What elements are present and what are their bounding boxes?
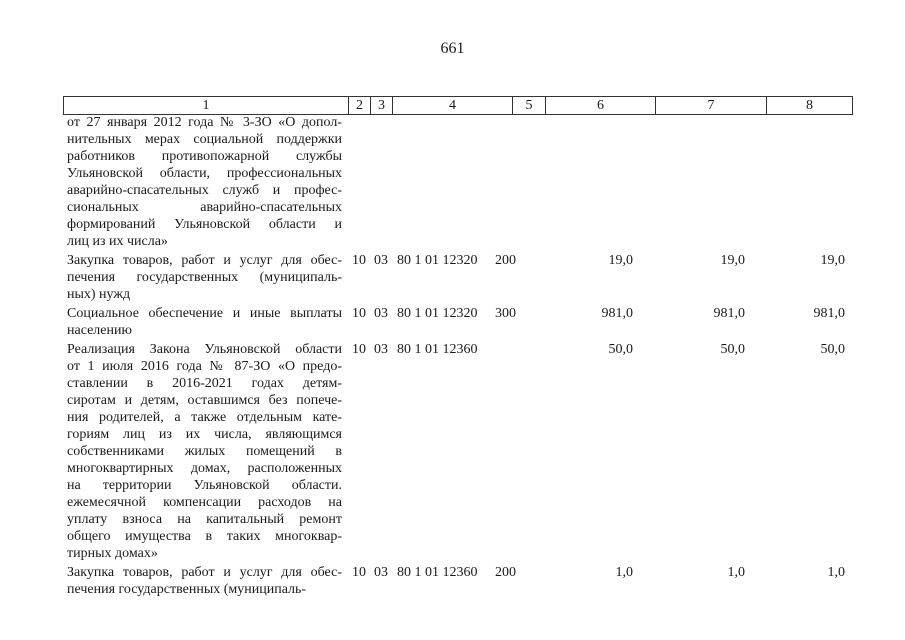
expense-type-code: 300	[495, 306, 516, 321]
description-line: аварийно-спасательных служб и профес-	[67, 183, 342, 198]
header-col-7: 7	[656, 97, 767, 114]
target-article-code: 80 1 01 12360	[397, 342, 478, 357]
description-line: формирований Ульяновской области и	[67, 217, 342, 232]
amount-col-8: 981,0	[813, 306, 845, 321]
row-description	[67, 341, 342, 562]
description-line: Ульяновской области, профессиональных	[67, 166, 342, 181]
section-code: 10	[352, 342, 366, 357]
target-article-code: 80 1 01 12320	[397, 306, 478, 321]
description-line: тирных домах»	[67, 546, 158, 561]
amount-col-7: 50,0	[720, 342, 745, 357]
description-line: печения государственных (муниципаль-	[67, 270, 342, 285]
header-col-1: 1	[64, 97, 349, 114]
description-line: Социальное обеспечение и иные выплаты	[67, 306, 342, 321]
description-line: сиональных аварийно-спасательных	[67, 200, 342, 215]
description-line: гориям лиц из их числа, являющимся	[67, 427, 342, 442]
description-line: ных) нужд	[67, 287, 131, 302]
amount-col-6: 19,0	[608, 253, 633, 268]
description-line: ставлении в 2016-2021 годах детям-	[67, 376, 342, 391]
row-description	[67, 252, 342, 303]
description-line: населению	[67, 323, 132, 338]
page-number: 661	[440, 40, 465, 57]
description-line: ния родителей, а также отдельным кате-	[67, 410, 342, 425]
section-code: 10	[352, 253, 366, 268]
description-line: работников противопожарной службы	[67, 149, 342, 164]
description-line: Закупка товаров, работ и услуг для обес-	[67, 565, 342, 580]
subsection-code: 03	[374, 565, 388, 580]
expense-type-code: 200	[495, 565, 516, 580]
amount-col-6: 50,0	[608, 342, 633, 357]
amount-col-8: 50,0	[820, 342, 845, 357]
description-line: многоквартирных домах, расположенных	[67, 461, 342, 476]
header-col-6: 6	[546, 97, 656, 114]
amount-col-6: 981,0	[601, 306, 633, 321]
row-description	[67, 114, 342, 250]
description-line: собственниками жилых помещений в	[67, 444, 342, 459]
header-col-5: 5	[513, 97, 546, 114]
description-line: от 1 июля 2016 года № 87-ЗО «О предо-	[67, 359, 342, 374]
header-col-8: 8	[806, 98, 813, 113]
section-code: 10	[352, 565, 366, 580]
amount-col-6: 1,0	[615, 565, 633, 580]
amount-col-8: 19,0	[820, 253, 845, 268]
description-line: лиц из их числа»	[67, 234, 168, 249]
table-row	[67, 114, 342, 250]
target-article-code: 80 1 01 12320	[397, 253, 478, 268]
table-row	[67, 305, 845, 339]
subsection-code: 03	[374, 253, 388, 268]
description-line: от 27 января 2012 года № 3-ЗО «О допол-	[67, 115, 342, 130]
amount-col-7: 1,0	[727, 565, 745, 580]
description-line: на территории Ульяновской области.	[67, 478, 342, 493]
amount-col-7: 19,0	[720, 253, 745, 268]
description-line: Закупка товаров, работ и услуг для обес-	[67, 253, 342, 268]
description-line: сиротам и детям, оставшимся без попече-	[67, 393, 342, 408]
row-description	[67, 305, 342, 339]
description-line: уплату взноса на капитальный ремонт	[67, 512, 342, 527]
header-col-2: 2	[349, 97, 371, 114]
table-row	[67, 341, 845, 562]
row-description	[67, 564, 342, 598]
section-code: 10	[352, 306, 366, 321]
amount-col-7: 981,0	[713, 306, 745, 321]
description-line: нительных мерах социальной поддержки	[67, 132, 342, 147]
subsection-code: 03	[374, 306, 388, 321]
subsection-code: 03	[374, 342, 388, 357]
table-body	[67, 114, 845, 598]
table-header	[63, 96, 853, 115]
header-col-3: 3	[371, 97, 393, 114]
amount-col-8: 1,0	[827, 565, 845, 580]
header-col-4: 4	[393, 97, 513, 114]
description-line: Реализация Закона Ульяновской области	[67, 342, 342, 357]
description-line: общего имущества в таких многоквар-	[67, 529, 342, 544]
expense-type-code: 200	[495, 253, 516, 268]
table-row	[67, 252, 845, 303]
table-row	[67, 564, 845, 598]
description-line: печения государственных (муниципаль-	[67, 582, 307, 597]
target-article-code: 80 1 01 12360	[397, 565, 478, 580]
description-line: ежемесячной компенсации расходов на	[67, 495, 342, 510]
